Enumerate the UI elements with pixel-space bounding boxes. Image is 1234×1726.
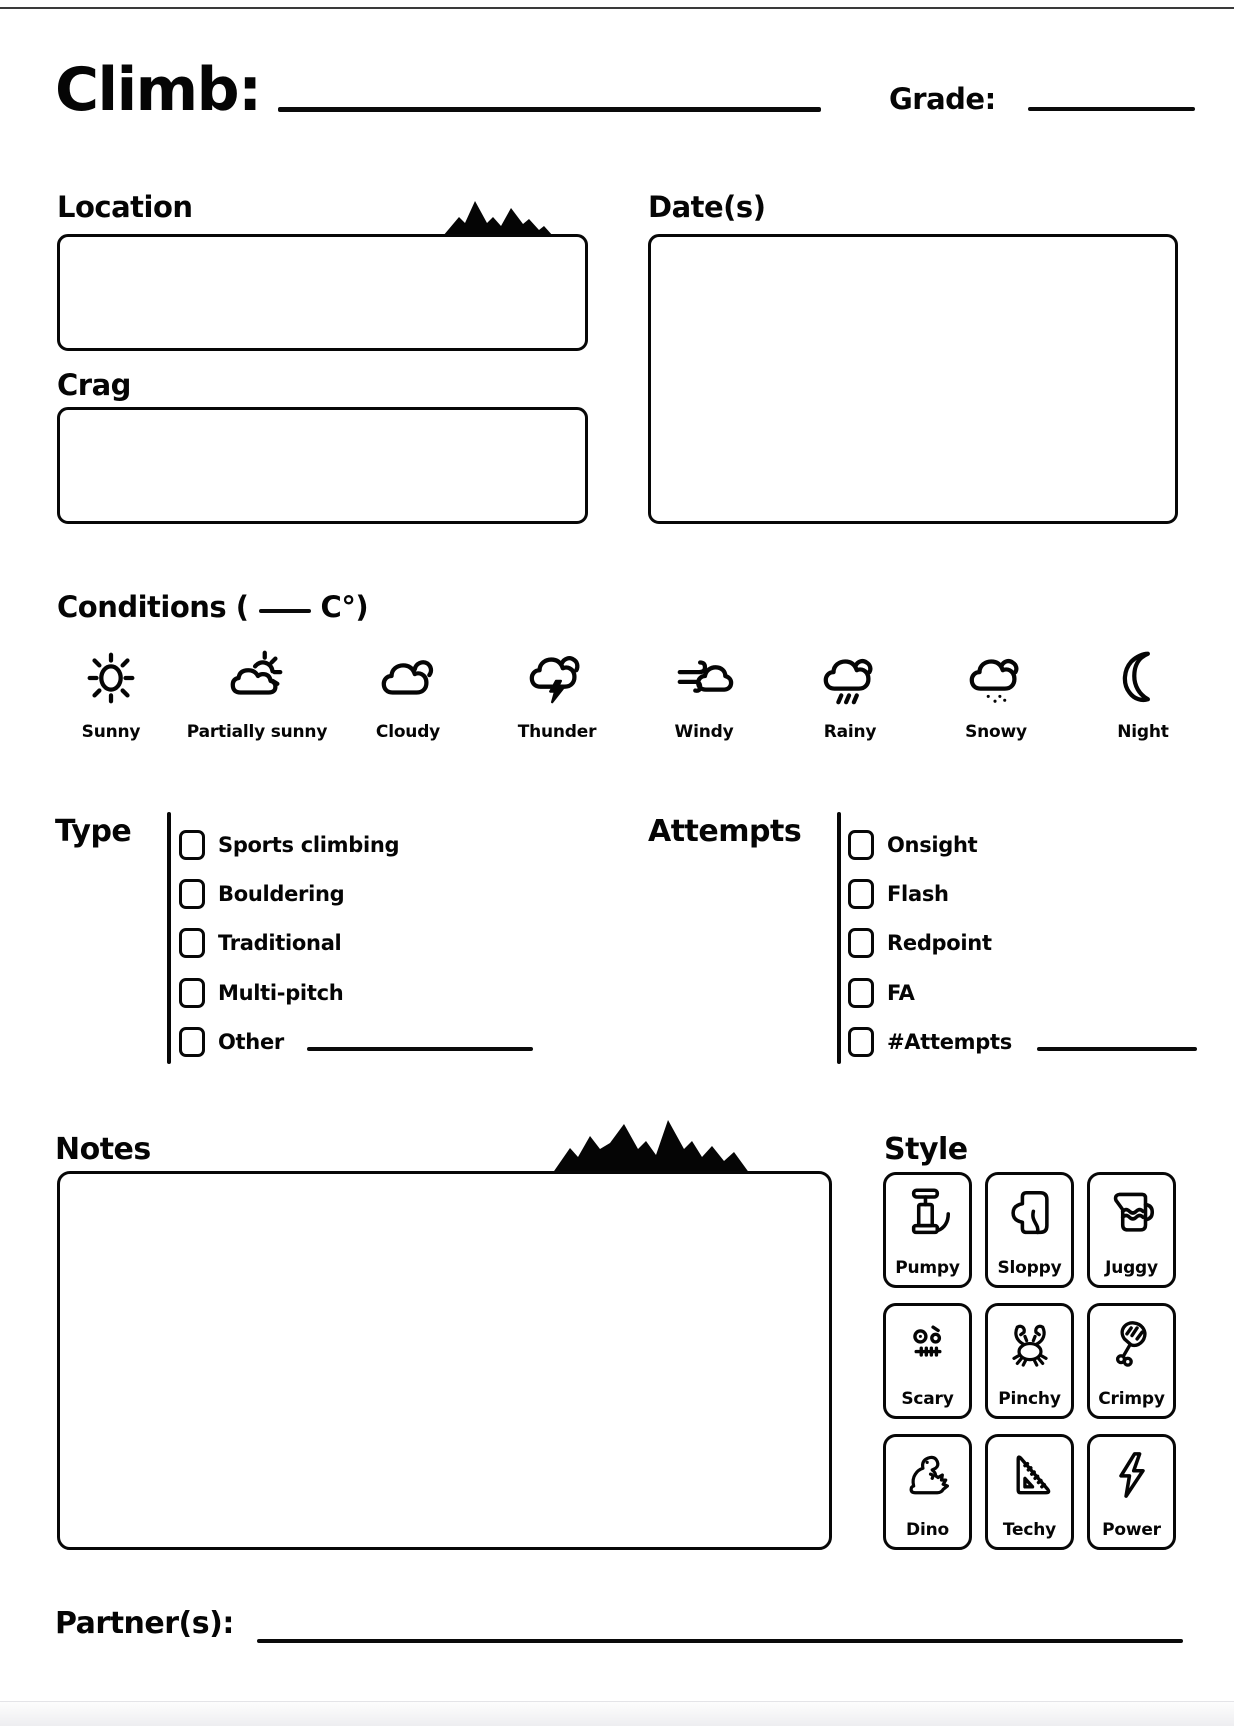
crab-icon bbox=[1003, 1315, 1057, 1373]
style-card-power[interactable] bbox=[1087, 1434, 1176, 1550]
thunder-icon bbox=[526, 646, 588, 708]
weather-label: Windy bbox=[674, 722, 734, 742]
checkbox[interactable] bbox=[848, 879, 874, 909]
style-card-juggy[interactable] bbox=[1087, 1172, 1176, 1288]
checkbox[interactable] bbox=[848, 830, 874, 860]
page-title: Climb: bbox=[55, 55, 261, 125]
dates-input-box[interactable] bbox=[648, 234, 1178, 524]
weather-label: Partially sunny bbox=[186, 722, 328, 742]
partners-label: Partner(s): bbox=[55, 1606, 234, 1641]
scared-face-icon bbox=[901, 1315, 955, 1373]
type-option-label: Other bbox=[218, 1030, 284, 1055]
style-card-label: Dino bbox=[906, 1520, 949, 1540]
rainy-icon bbox=[819, 646, 881, 708]
attempts-option-label: Onsight bbox=[887, 832, 978, 857]
type-option-label: Bouldering bbox=[218, 882, 345, 907]
checkbox[interactable] bbox=[848, 978, 874, 1008]
style-card-pumpy[interactable] bbox=[883, 1172, 972, 1288]
dates-label: Date(s) bbox=[648, 190, 766, 224]
checkbox[interactable] bbox=[179, 1027, 205, 1057]
large-mountains-icon bbox=[552, 1116, 777, 1174]
conditions-label: Conditions ( C°) bbox=[57, 590, 369, 624]
type-option-label: Sports climbing bbox=[218, 832, 400, 857]
type-option-label: Multi-pitch bbox=[218, 980, 344, 1005]
attempts-option-flash bbox=[848, 869, 1197, 918]
style-card-label: Techy bbox=[1002, 1520, 1057, 1540]
type-divider bbox=[167, 812, 171, 1064]
checkbox[interactable] bbox=[848, 1027, 874, 1057]
type-option-bouldering bbox=[179, 869, 533, 918]
attempts-option-fa bbox=[848, 968, 1197, 1017]
small-mountains-icon bbox=[443, 196, 553, 236]
weather-label: Sunny bbox=[81, 722, 141, 742]
checkbox[interactable] bbox=[179, 830, 205, 860]
page-bottom-edge bbox=[0, 1701, 1234, 1726]
style-card-label: Scary bbox=[901, 1389, 954, 1409]
weather-label: Rainy bbox=[823, 722, 877, 742]
attempts-option-label: Flash bbox=[887, 882, 949, 907]
night-icon bbox=[1112, 646, 1174, 708]
attempts-option-num-attempts bbox=[848, 1018, 1197, 1067]
drumstick-icon bbox=[1105, 1315, 1159, 1373]
attempts-option-label: Redpoint bbox=[887, 931, 992, 956]
num-attempts-blank[interactable] bbox=[1037, 1047, 1197, 1051]
style-card-label: Sloppy bbox=[997, 1258, 1062, 1278]
weather-label: Night bbox=[1117, 722, 1169, 742]
temperature-blank[interactable] bbox=[259, 609, 311, 613]
windy-icon bbox=[673, 646, 735, 708]
style-card-label: Juggy bbox=[1105, 1258, 1158, 1278]
weather-label: Thunder bbox=[517, 722, 597, 742]
attempts-option-redpoint bbox=[848, 919, 1197, 968]
attempts-option-onsight bbox=[848, 820, 1197, 869]
style-card-techy[interactable] bbox=[985, 1434, 1074, 1550]
style-label: Style bbox=[884, 1132, 968, 1167]
other-blank[interactable] bbox=[307, 1047, 533, 1051]
location-label: Location bbox=[57, 190, 193, 224]
weather-label: Cloudy bbox=[375, 722, 441, 742]
weather-option-thunder[interactable] bbox=[482, 646, 632, 742]
climb-name-blank[interactable] bbox=[278, 107, 821, 112]
style-card-label: Pumpy bbox=[895, 1258, 960, 1278]
attempts-label: Attempts bbox=[648, 814, 802, 849]
weather-option-partially-sunny[interactable] bbox=[182, 646, 332, 742]
attempts-divider bbox=[837, 812, 841, 1064]
style-card-sloppy[interactable] bbox=[985, 1172, 1074, 1288]
sunny-icon bbox=[80, 646, 142, 708]
type-option-multi-pitch bbox=[179, 968, 533, 1017]
set-square-icon bbox=[1003, 1446, 1057, 1504]
weather-option-rainy[interactable] bbox=[775, 646, 925, 742]
grade-label: Grade: bbox=[889, 82, 996, 116]
dinosaur-icon bbox=[901, 1446, 955, 1504]
sloper-hold-icon bbox=[1003, 1184, 1057, 1242]
style-card-dino[interactable] bbox=[883, 1434, 972, 1550]
partially-sunny-icon bbox=[226, 646, 288, 708]
cloudy-icon bbox=[377, 646, 439, 708]
pump-icon bbox=[901, 1184, 955, 1242]
weather-label: Snowy bbox=[965, 722, 1027, 742]
crag-label: Crag bbox=[57, 368, 131, 402]
weather-option-sunny[interactable] bbox=[36, 646, 186, 742]
weather-option-snowy[interactable] bbox=[921, 646, 1071, 742]
type-option-traditional bbox=[179, 919, 533, 968]
page-top-edge bbox=[0, 7, 1234, 9]
style-card-pinchy[interactable] bbox=[985, 1303, 1074, 1419]
weather-option-windy[interactable] bbox=[629, 646, 779, 742]
style-card-label: Power bbox=[1102, 1520, 1161, 1540]
type-option-other bbox=[179, 1018, 533, 1067]
crag-input-box[interactable] bbox=[57, 407, 588, 524]
notes-label: Notes bbox=[55, 1132, 151, 1167]
type-option-sports-climbing bbox=[179, 820, 533, 869]
grade-blank[interactable] bbox=[1028, 107, 1195, 111]
checkbox[interactable] bbox=[179, 879, 205, 909]
style-card-crimpy[interactable] bbox=[1087, 1303, 1176, 1419]
style-card-label: Crimpy bbox=[1098, 1389, 1165, 1409]
type-option-label: Traditional bbox=[218, 931, 342, 956]
attempts-option-label: #Attempts bbox=[887, 1030, 1012, 1055]
location-input-box[interactable] bbox=[57, 234, 588, 351]
checkbox[interactable] bbox=[848, 928, 874, 958]
attempts-option-label: FA bbox=[887, 980, 915, 1005]
checkbox[interactable] bbox=[179, 978, 205, 1008]
lightning-bolt-icon bbox=[1105, 1446, 1159, 1504]
style-card-label: Pinchy bbox=[998, 1389, 1061, 1409]
notes-input-box[interactable] bbox=[57, 1171, 832, 1550]
partners-blank[interactable] bbox=[257, 1639, 1183, 1643]
jug-pitcher-icon bbox=[1105, 1184, 1159, 1242]
style-card-scary[interactable] bbox=[883, 1303, 972, 1419]
type-label: Type bbox=[55, 814, 132, 849]
checkbox[interactable] bbox=[179, 928, 205, 958]
weather-option-night[interactable] bbox=[1068, 646, 1218, 742]
weather-option-cloudy[interactable] bbox=[333, 646, 483, 742]
snowy-icon bbox=[965, 646, 1027, 708]
